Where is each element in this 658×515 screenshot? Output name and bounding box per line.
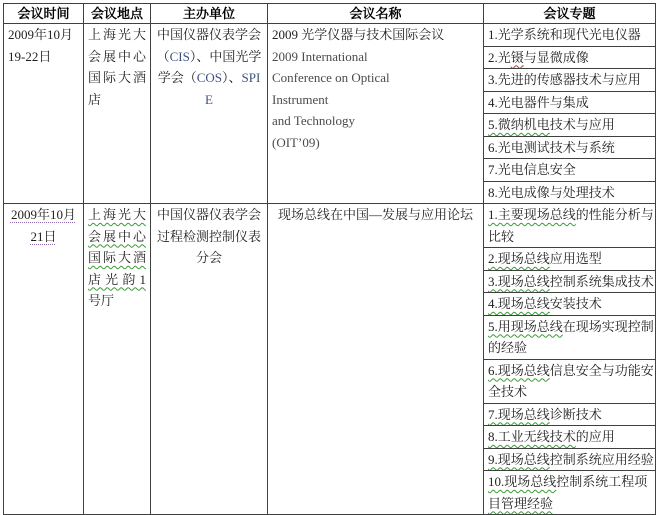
organizer-cell: 中国仪器仪表学会 过程检测控制仪表 分会 bbox=[151, 204, 268, 515]
meeting-time-cell: 2009年10月 19-22日 bbox=[4, 24, 84, 204]
header-row bbox=[4, 4, 656, 24]
topic-cell: 4.光电器件与集成 bbox=[484, 91, 656, 114]
header-meeting-location: 会议地点 bbox=[84, 4, 151, 24]
topic-cell: 8.工业无线技术的应用 bbox=[484, 426, 656, 449]
meeting-name-cell: 现场总线在中国—发展与应用论坛 bbox=[268, 204, 484, 515]
meeting-time-cell: 2009年10月 21日 bbox=[4, 204, 84, 515]
organizer-cell: 中国仪器仪表学会 （CIS）、中国光学 学会（COS）、SPIE bbox=[151, 24, 268, 204]
header-meeting-name: 会议名称 bbox=[268, 4, 484, 24]
topic-cell: 2.光镊与显微成像 bbox=[484, 46, 656, 69]
table-row bbox=[4, 204, 656, 248]
header-meeting-time: 会议时间 bbox=[4, 4, 84, 24]
topic-cell: 3.现场总线控制系统集成技术 bbox=[484, 270, 656, 293]
header-organizer: 主办单位 bbox=[151, 4, 268, 24]
topic-cell: 7.光电信息安全 bbox=[484, 159, 656, 182]
topic-cell: 1.主要现场总线的性能分析与比较 bbox=[484, 204, 656, 248]
topic-cell: 10.现场总线控制系统工程项目管理经验 bbox=[484, 471, 656, 515]
topic-cell: 5.微纳机电技术与应用 bbox=[484, 114, 656, 137]
topic-cell: 6.光电测试技术与系统 bbox=[484, 136, 656, 159]
meeting-name-cell: 2009 光学仪器与技术国际会议 2009 International Conference on Optical Instrument and Technology (OIT’09) bbox=[268, 24, 484, 204]
table-row bbox=[4, 24, 656, 47]
conference-schedule-table bbox=[3, 3, 656, 515]
topic-cell: 3.先进的传感器技术与应用 bbox=[484, 69, 656, 92]
meeting-location-cell: 上海光大会展中心国际大酒店光韵1号厅 bbox=[84, 204, 151, 515]
topic-cell: 9.现场总线控制系统应用经验 bbox=[484, 448, 656, 471]
header-meeting-topics: 会议专题 bbox=[484, 4, 656, 24]
topic-cell: 2.现场总线应用选型 bbox=[484, 248, 656, 271]
topic-cell: 6.现场总线信息安全与功能安全技术 bbox=[484, 359, 656, 403]
topic-cell: 1.光学系统和现代光电仪器 bbox=[484, 24, 656, 47]
meeting-location-cell: 上海光大会展中心国际大酒店 bbox=[84, 24, 151, 204]
topic-cell: 4.现场总线安装技术 bbox=[484, 293, 656, 316]
topic-cell: 7.现场总线诊断技术 bbox=[484, 403, 656, 426]
topic-cell: 8.光电成像与处理技术 bbox=[484, 181, 656, 204]
topic-cell: 5.用现场总线在现场实现控制的经验 bbox=[484, 315, 656, 359]
